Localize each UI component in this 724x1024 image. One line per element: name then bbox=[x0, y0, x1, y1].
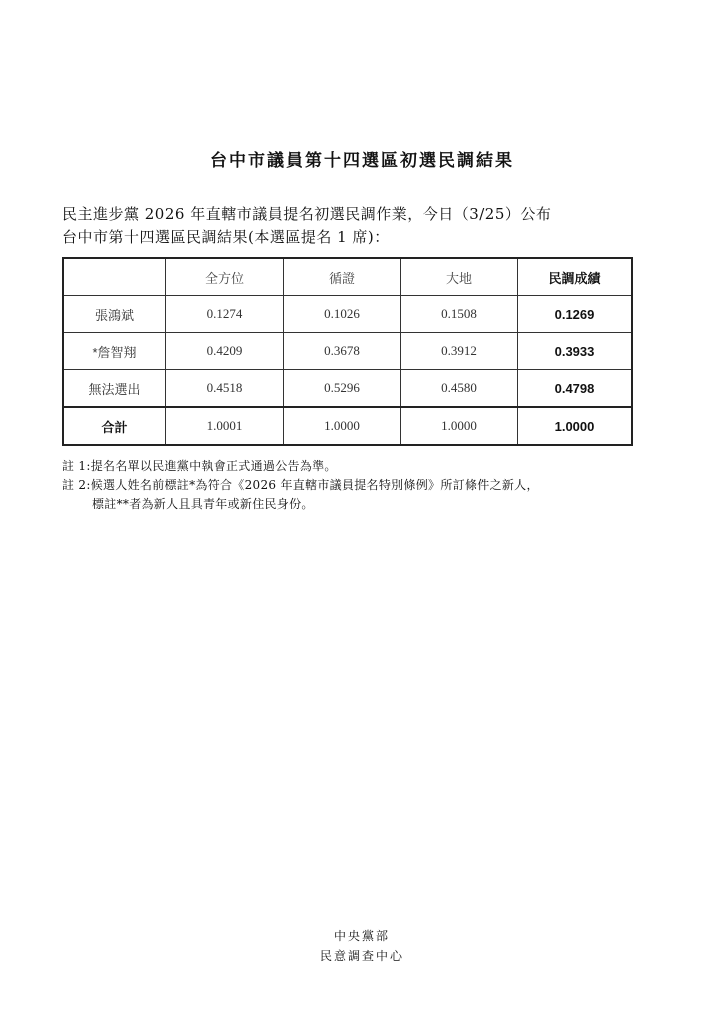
table-row bbox=[63, 296, 632, 333]
document-title: 台中市議員第十四選區初選民調結果 bbox=[210, 151, 514, 171]
candidate-name: 張鴻斌 bbox=[63, 296, 166, 333]
cell-value: 0.5296 bbox=[284, 370, 401, 408]
issuer-signature bbox=[0, 926, 724, 966]
table-row bbox=[63, 333, 632, 370]
cell-value: 0.1026 bbox=[284, 296, 401, 333]
total-label: 合計 bbox=[63, 407, 166, 445]
poll-results-table bbox=[62, 257, 633, 446]
intro-line-2: 台中市第十四選區民調結果(本選區提名 1 席)： bbox=[62, 228, 390, 246]
header-pollster-2: 循證 bbox=[284, 258, 401, 296]
intro-line-1: 民主進步黨 2026 年直轄市議員提名初選民調作業，今日（3/25）公布 bbox=[62, 205, 552, 223]
table-row bbox=[63, 370, 632, 408]
header-empty bbox=[63, 258, 166, 296]
issuer-department: 中央黨部 bbox=[333, 929, 390, 943]
table-total-row bbox=[63, 407, 632, 445]
note-2: 註 2:候選人姓名前標註*為符合《2026 年直轄市議員提名特別條例》所訂條件之新人， bbox=[62, 478, 539, 492]
total-value: 1.0001 bbox=[166, 407, 284, 445]
intro-paragraph bbox=[62, 203, 551, 249]
candidate-name: *詹智翔 bbox=[63, 333, 166, 370]
note-2-continued: 標註**者為新人且具青年或新住民身份。 bbox=[92, 497, 314, 511]
total-value: 1.0000 bbox=[401, 407, 518, 445]
cell-score: 0.3933 bbox=[518, 333, 633, 370]
cell-score: 0.4798 bbox=[518, 370, 633, 408]
cell-value: 0.4209 bbox=[166, 333, 284, 370]
issuer-center: 民意調查中心 bbox=[319, 949, 404, 963]
footnotes bbox=[62, 457, 539, 514]
cell-value: 0.3912 bbox=[401, 333, 518, 370]
candidate-name: 無法選出 bbox=[63, 370, 166, 408]
cell-value: 0.1508 bbox=[401, 296, 518, 333]
header-pollster-3: 大地 bbox=[401, 258, 518, 296]
table-header-row bbox=[63, 258, 632, 296]
note-1: 註 1:提名名單以民進黨中執會正式通過公告為準。 bbox=[62, 459, 337, 473]
header-pollster-1: 全方位 bbox=[166, 258, 284, 296]
header-poll-score: 民調成績 bbox=[518, 258, 633, 296]
total-score: 1.0000 bbox=[518, 407, 633, 445]
total-value: 1.0000 bbox=[284, 407, 401, 445]
cell-score: 0.1269 bbox=[518, 296, 633, 333]
cell-value: 0.4518 bbox=[166, 370, 284, 408]
cell-value: 0.4580 bbox=[401, 370, 518, 408]
cell-value: 0.3678 bbox=[284, 333, 401, 370]
cell-value: 0.1274 bbox=[166, 296, 284, 333]
